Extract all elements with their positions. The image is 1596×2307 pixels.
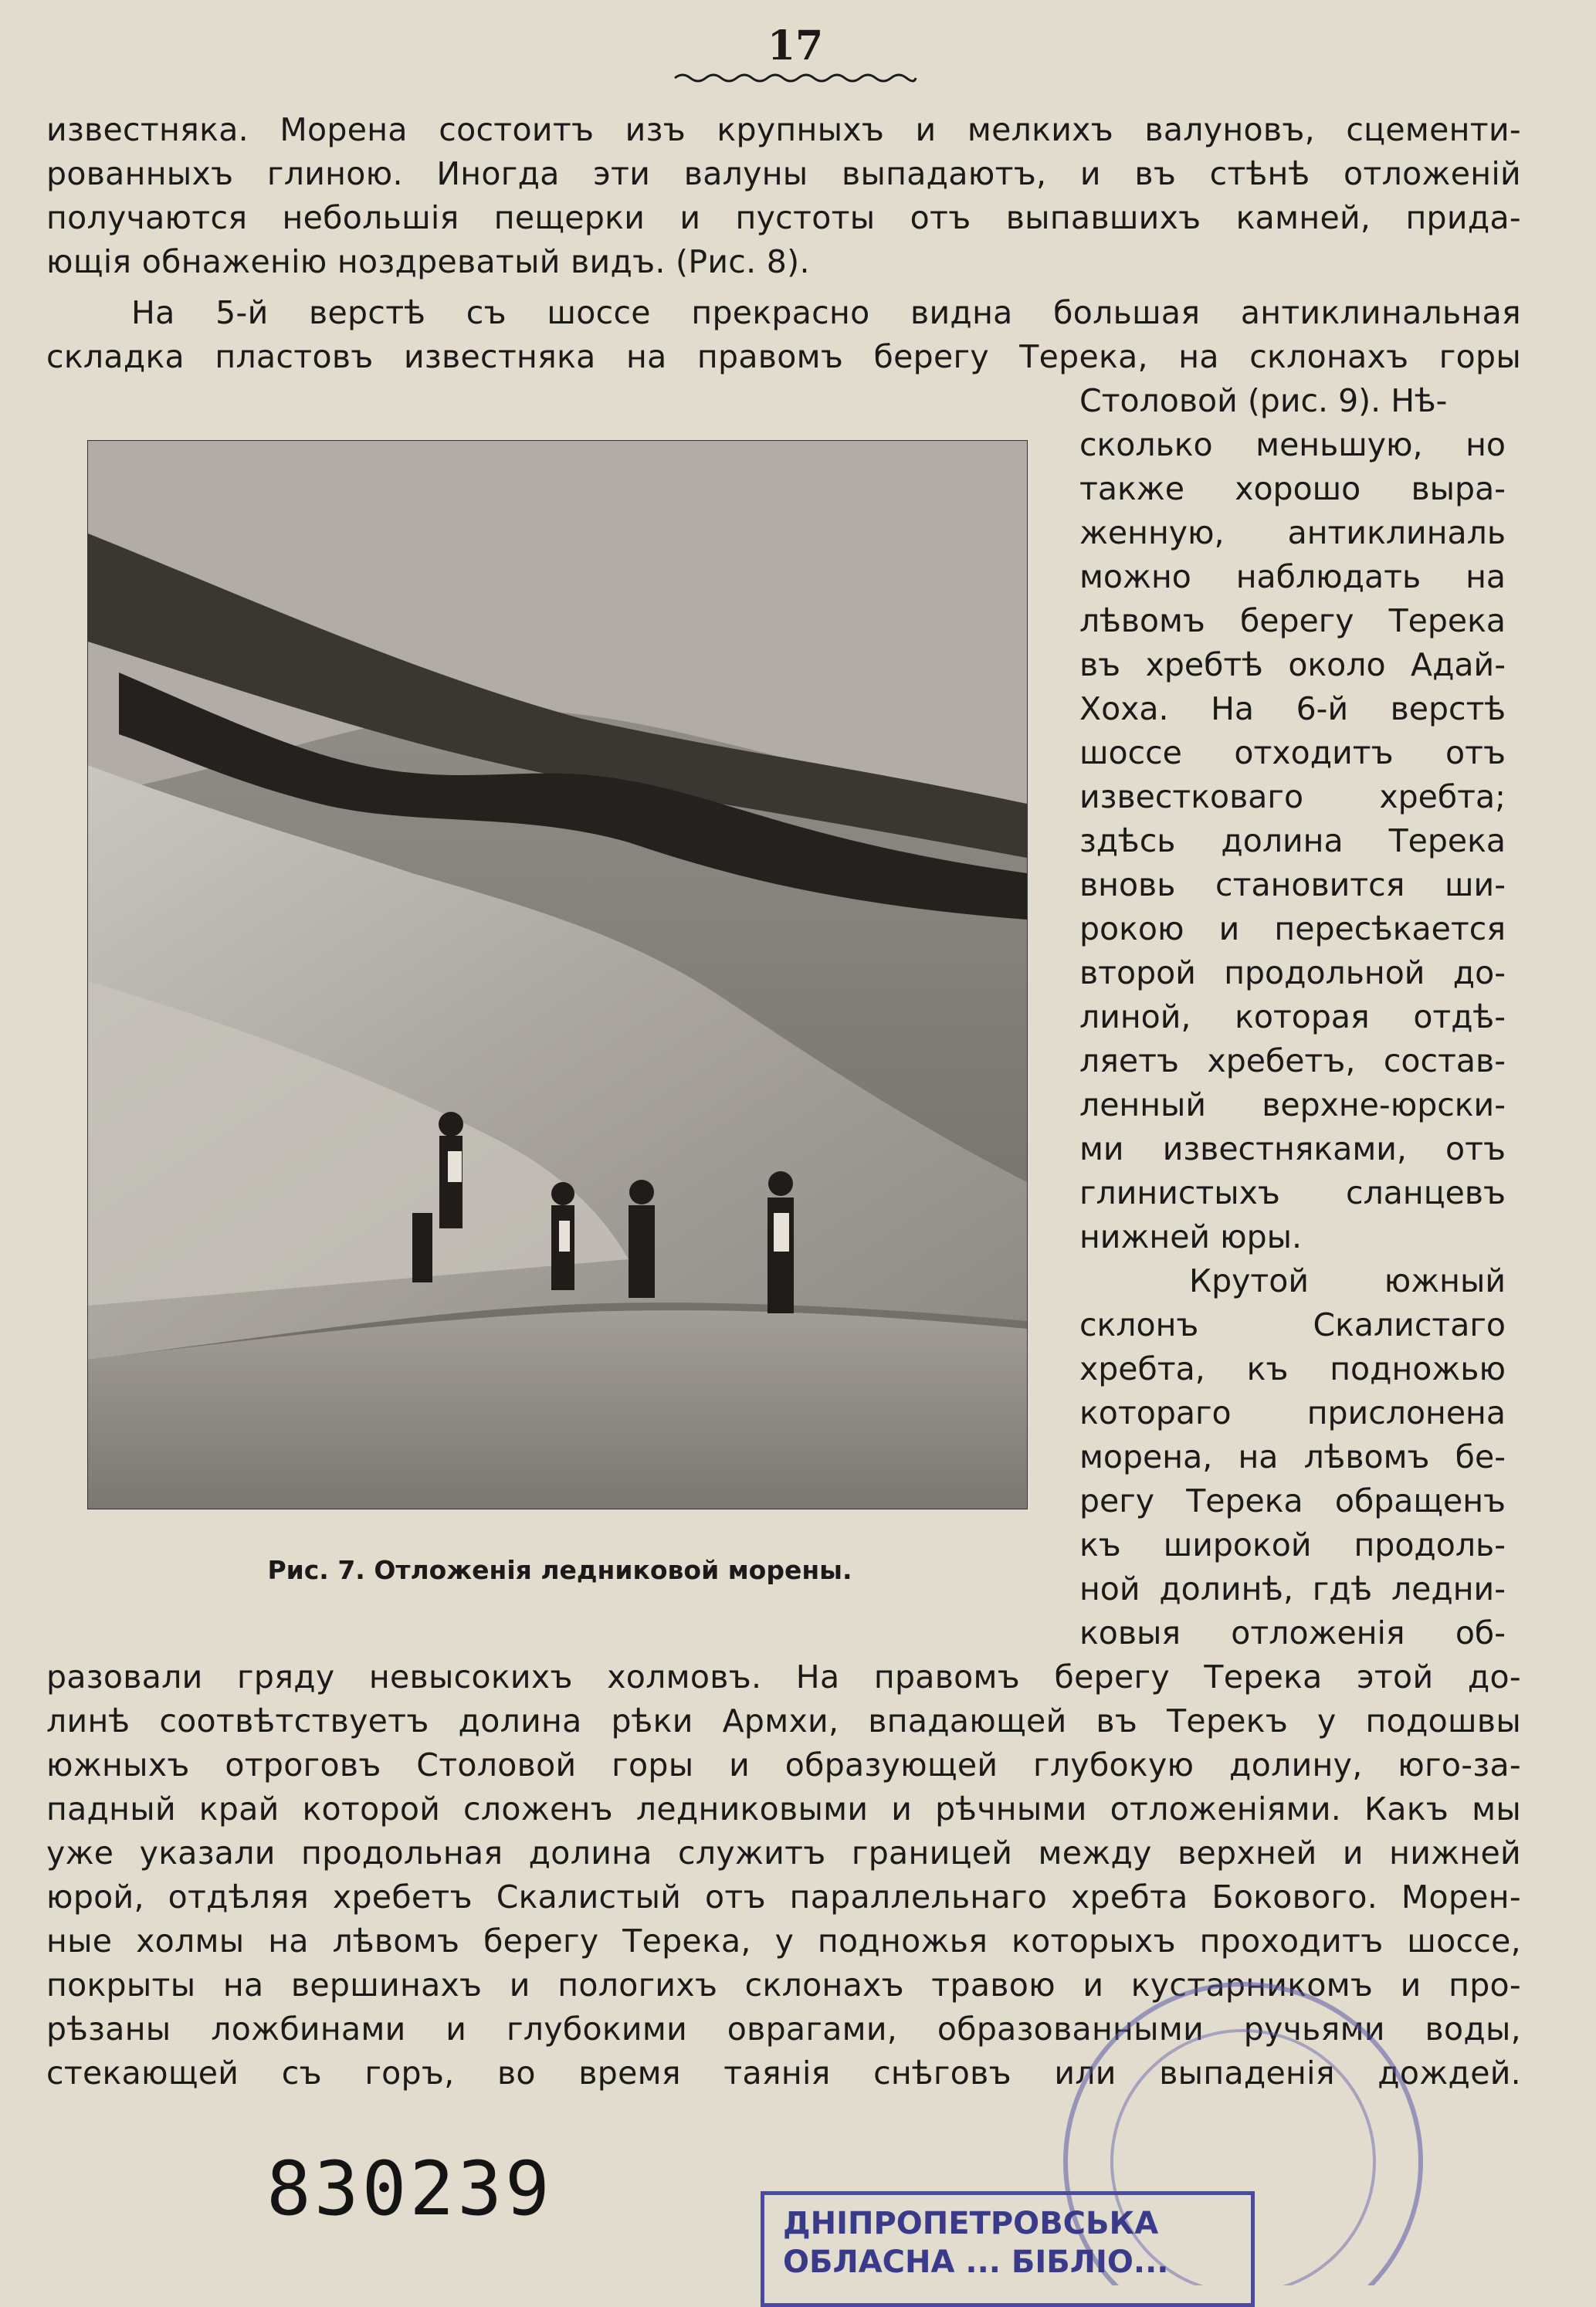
text-line: складка пластовъ известняка на правомъ берегу Терека, на склонахъ горы <box>46 338 1521 375</box>
header-wavy-rule <box>673 73 917 83</box>
text-line: стекающей съ горъ, во время таянія снѣговъ или выпаденія дождей. <box>46 2055 1521 2092</box>
side-text-line: шоссе отходитъ отъ <box>1079 734 1506 771</box>
side-text-line: Крутой южный <box>1189 1262 1506 1299</box>
side-text-line: ленный верхне-юрски- <box>1079 1086 1506 1123</box>
library-rect-stamp <box>761 2191 1255 2307</box>
text-line: юрой, отдѣляя хребетъ Скалистый отъ параллельнаго хребта Бокового. Морен- <box>46 1878 1521 1916</box>
side-text-line: Столовой (рис. 9). Нѣ- <box>1079 382 1448 419</box>
side-text-line: здѣсь долина Терека <box>1079 822 1506 859</box>
side-text-line: котораго прислонена <box>1079 1394 1506 1431</box>
side-text-line: сколько меньшую, но <box>1079 426 1506 463</box>
text-line: покрыты на вершинахъ и пологихъ склонахъ травою и кустарникомъ и про- <box>46 1967 1521 2004</box>
side-text-line: нижней юры. <box>1079 1218 1303 1255</box>
text-line: ные холмы на лѣвомъ берегу Терека, у подножья которыхъ проходитъ шоссе, <box>46 1923 1521 1960</box>
text-line: уже указали продольная долина служитъ границей между верхней и нижней <box>46 1834 1521 1872</box>
side-text-line: въ хребтѣ около Адай- <box>1079 646 1506 683</box>
side-text-line: ной долинѣ, гдѣ ледни- <box>1079 1570 1506 1607</box>
text-line: рѣзаны ложбинами и глубокими оврагами, образованными ручьями воды, <box>46 2011 1521 2048</box>
side-text-line: можно наблюдать на <box>1079 558 1506 595</box>
text-line: падный край которой сложенъ ледниковыми и рѣчными отложеніями. Какъ мы <box>46 1790 1521 1828</box>
figure-caption: Рис. 7. Отложенія ледниковой морены. <box>267 1555 852 1585</box>
text-line: известняка. Морена состоитъ изъ крупныхъ и мелкихъ валуновъ, сцементи- <box>46 111 1521 148</box>
side-text-line: также хорошо выра- <box>1079 470 1506 507</box>
side-text-line: рокою и пересѣкается <box>1079 910 1506 947</box>
inventory-number: 830239 <box>266 2146 553 2232</box>
side-text-line: известковаго хребта; <box>1079 778 1506 815</box>
text-line: ющія обнаженію ноздреватый видъ. (Рис. 8). <box>46 243 810 280</box>
text-line: получаются небольшія пещерки и пустоты отъ выпавшихъ камней, прида- <box>46 199 1521 236</box>
side-text-line: хребта, къ подножью <box>1079 1350 1506 1387</box>
side-text-line: ковыя отложенія об- <box>1079 1614 1506 1651</box>
text-line: рованныхъ глиною. Иногда эти валуны выпадаютъ, и въ стѣнѣ отложеній <box>46 155 1521 192</box>
side-text-line: морена, на лѣвомъ бе- <box>1079 1438 1506 1475</box>
side-text-line: вновь становится ши- <box>1079 866 1506 903</box>
text-line: На 5-й верстѣ съ шоссе прекрасно видна большая антиклинальная <box>131 294 1521 331</box>
text-line: разовали гряду невысокихъ холмовъ. На правомъ берегу Терека этой до- <box>46 1658 1521 1696</box>
side-text-line: ми известняками, отъ <box>1079 1130 1506 1167</box>
side-text-line: глинистыхъ сланцевъ <box>1079 1174 1506 1211</box>
side-text-line: лѣвомъ берегу Терека <box>1079 602 1506 639</box>
stamp-line: ДНІПРОПЕТРОВСЬКА <box>783 2206 1159 2241</box>
page-number: 17 <box>767 22 824 69</box>
side-text-line: линой, которая отдѣ- <box>1079 998 1506 1035</box>
side-text-line: Хоха. На 6-й верстѣ <box>1079 690 1506 727</box>
side-text-line: женную, антиклиналь <box>1079 514 1506 551</box>
figure-photo-moraine <box>87 440 1028 1509</box>
side-text-line: ляетъ хребетъ, состав- <box>1079 1042 1506 1079</box>
text-line: линѣ соотвѣтствуетъ долина рѣки Армхи, впадающей въ Терекъ у подошвы <box>46 1702 1521 1740</box>
side-text-line: склонъ Скалистаго <box>1079 1306 1506 1343</box>
side-text-line: регу Терека обращенъ <box>1079 1482 1506 1519</box>
side-text-line: къ широкой продоль- <box>1079 1526 1506 1563</box>
stamp-line: ОБЛАСНА ... БІБЛІО... <box>783 2244 1169 2280</box>
moraine-photo-illustration <box>88 441 1027 1509</box>
text-line: южныхъ отроговъ Столовой горы и образующей глубокую долину, юго-за- <box>46 1746 1521 1784</box>
side-text-line: второй продольной до- <box>1079 954 1506 991</box>
